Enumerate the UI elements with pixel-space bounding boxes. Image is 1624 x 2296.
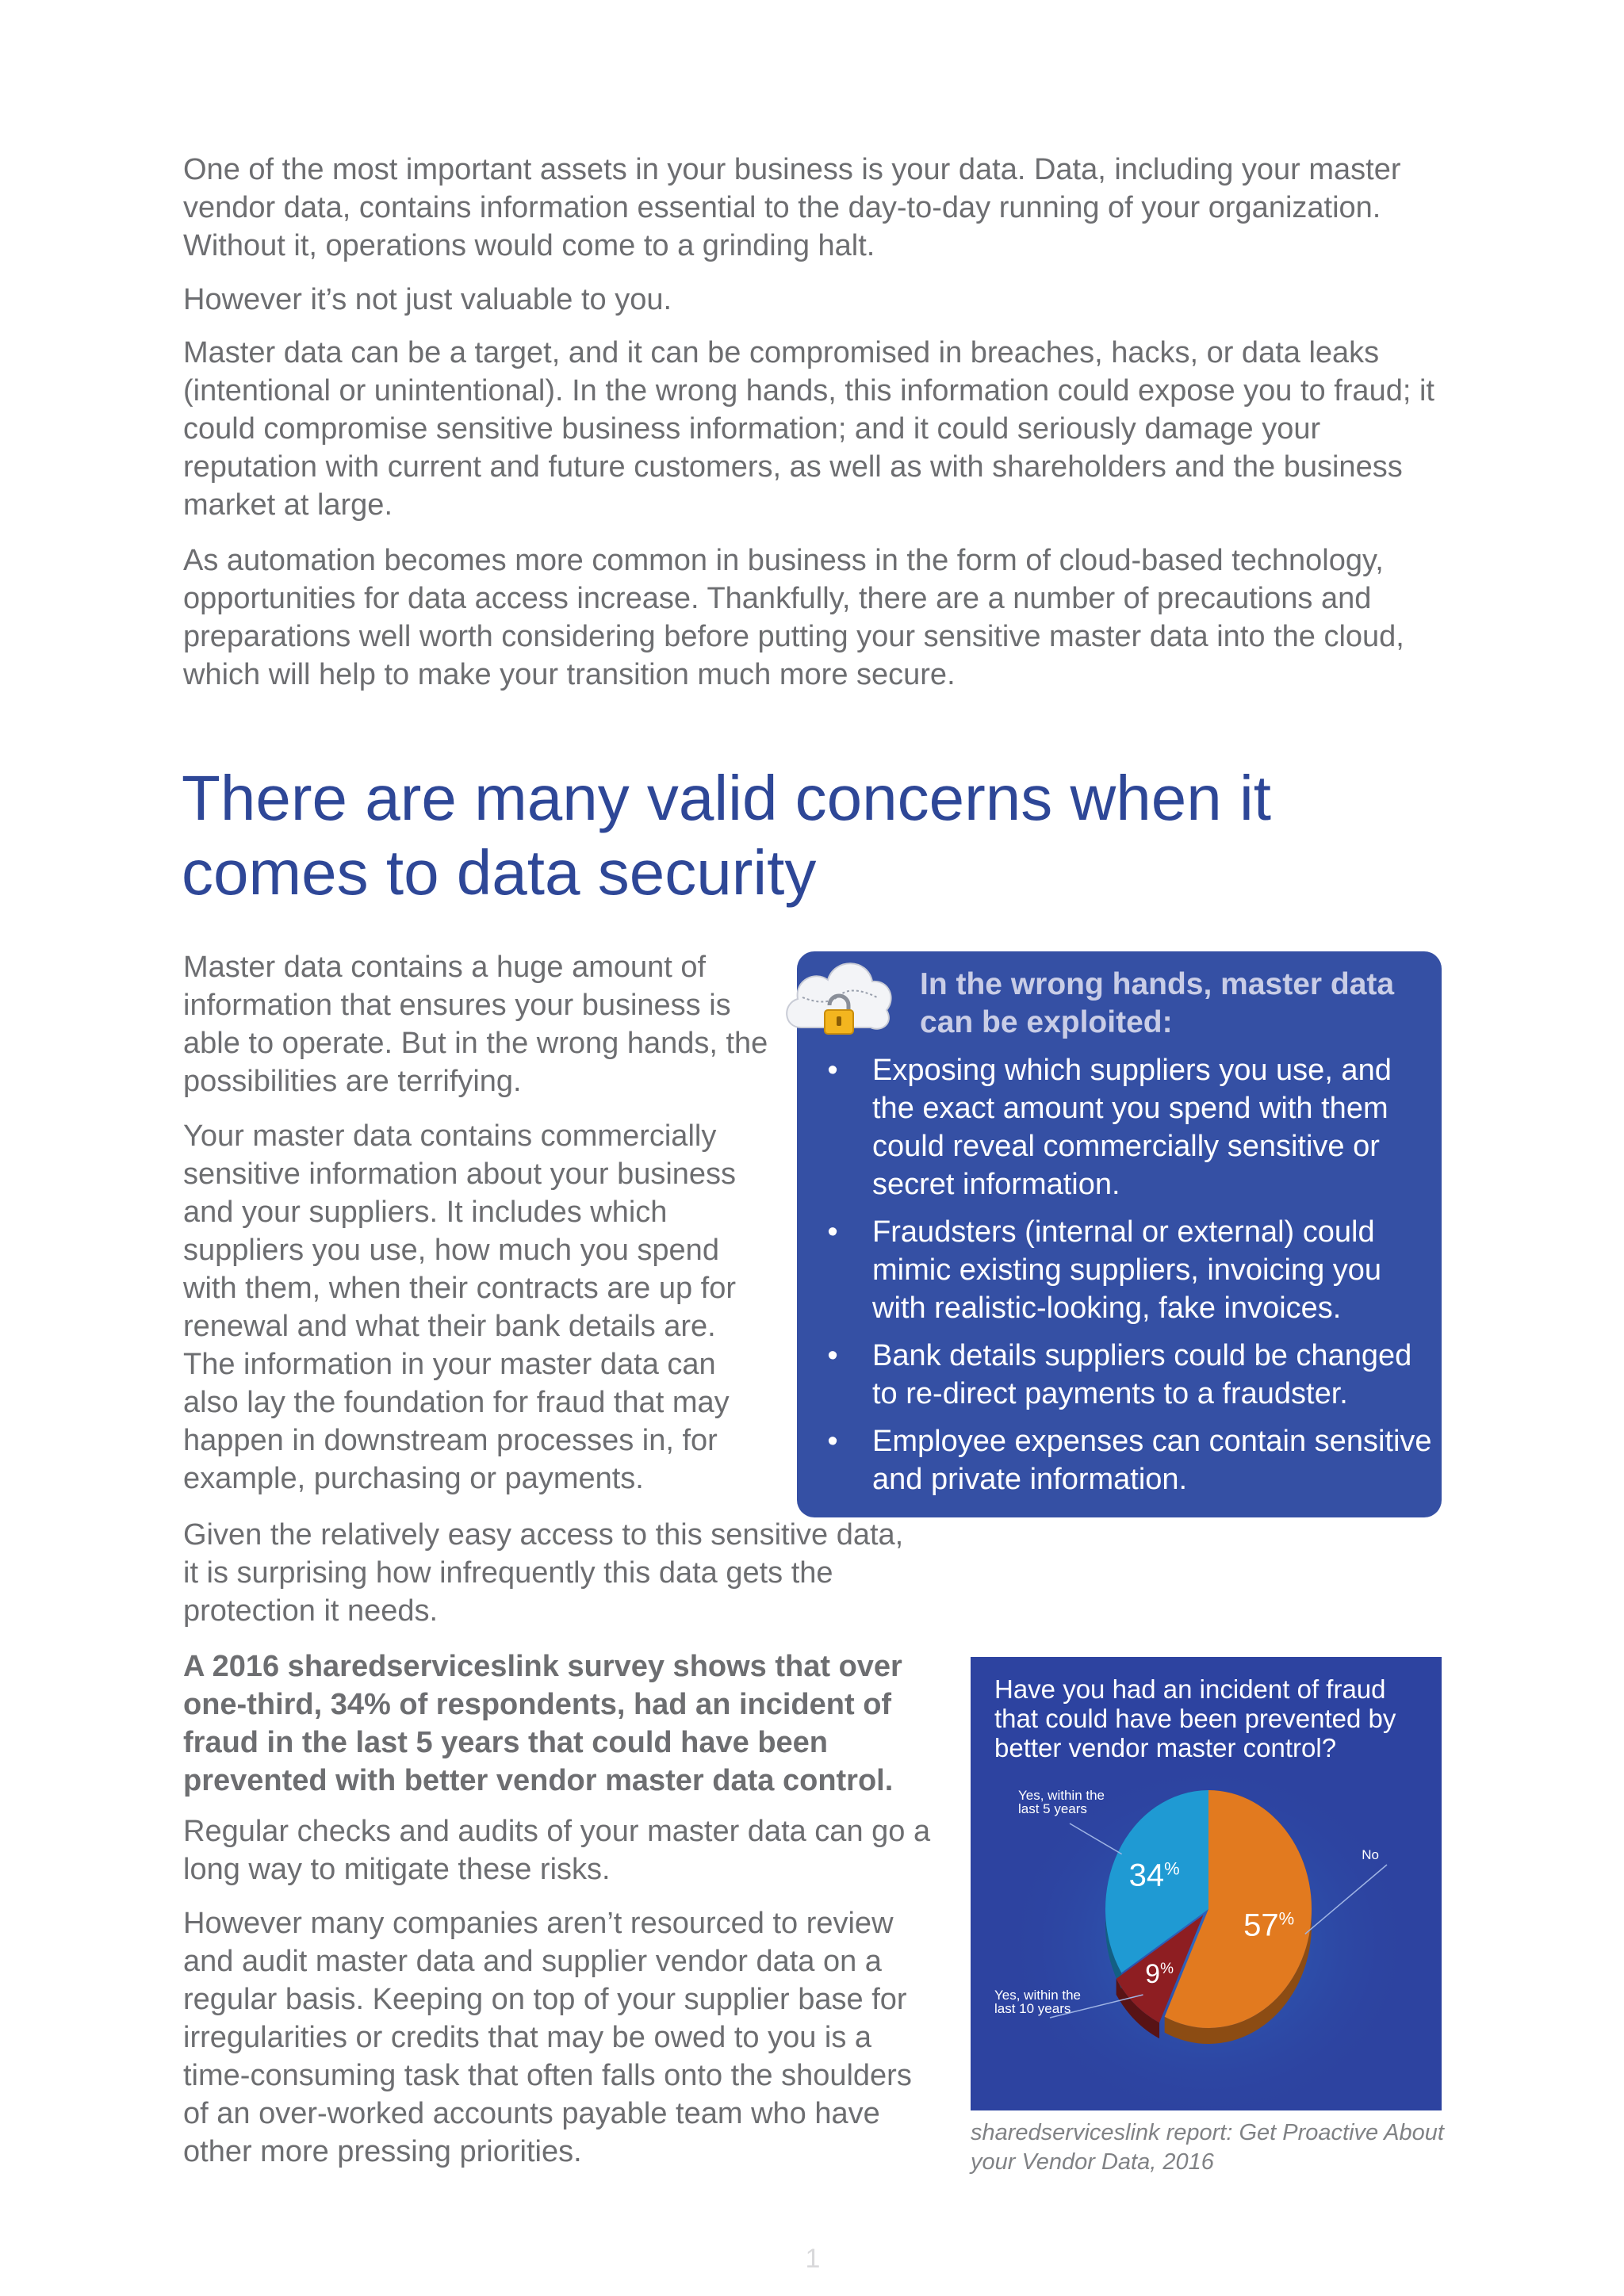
body-paragraph: Given the relatively easy access to this sensitive data, it is surprising how infrequently this data gets the protection it needs. [183,1518,904,1628]
pie-chart-panel [971,1657,1442,2110]
bullet-icon: • [827,1339,838,1372]
callout-title: In the wrong hands, master data can be exploited: [920,967,1395,1039]
page-number: 1 [805,2244,821,2274]
callout-list [825,1051,1435,1508]
body-paragraph: Your master data contains commercially sensitive information about your business and your suppliers. It includes which suppliers you use, how much you spend with them, when their contracts are up for renewal and what their bank details are. The information in your master data can also lay the foundation for fraud that may happen in downstream processes in, for example, purchasing or payments. [183,1119,737,1495]
bullet-icon: • [827,1425,838,1458]
survey-highlight: A 2016 sharedserviceslink survey shows that over one-third, 34% of respondents, had an incident of fraud in the last 5 years that could have been prevented with better vendor master data control. [183,1650,902,1797]
intro-paragraph: However it’s not just valuable to you. [183,283,672,316]
list-item-text: Exposing which suppliers you use, and the exact amount you spend with them could reveal commercially sensitive or secret information. [872,1054,1392,1201]
bullet-icon: • [827,1054,838,1087]
category-label-no: No [1362,1847,1379,1862]
intro-paragraph: As automation becomes more common in business in the form of cloud-based technology, opportunities for data access increase. Thankfully, there are a number of precautions and preparations well worth considering before putting your sensitive master data into the cloud, which will help to make your transition much more secure. [183,544,1404,691]
section-heading: There are many valid concerns when it comes to data security [182,763,1271,908]
cloud-lock-icon [779,948,898,1042]
intro-paragraph: Master data can be a target, and it can be compromised in breaches, hacks, or data leaks (intentional or unintentional). In the wrong hands, this information could expose you to fraud; it could compromise sensitive business information; and it could seriously damage your reputation with current and future customers, as well as with shareholders and the business market at large. [183,336,1434,522]
list-item-text: Employee expenses can contain sensitive and private information. [872,1425,1432,1496]
body-paragraph: Regular checks and audits of your master data can go a long way to mitigate these risks. [183,1815,931,1886]
list-item [825,1422,1435,1498]
bullet-icon: • [827,1215,838,1249]
list-item [825,1213,1435,1327]
intro-paragraph: One of the most important assets in your business is your data. Data, including your master vendor data, contains information essential to the day-to-day running of your organization. Without it, operations would come to a grinding halt. [183,153,1401,262]
category-label-yes-within-the-last-5-years: Yes, within the last 5 years [1018,1788,1105,1816]
body-paragraph: Master data contains a huge amount of information that ensures your business is able to operate. But in the wrong hands, the possibilities are terrifying. [183,951,768,1098]
data-label-no: 57% [1243,1908,1295,1943]
category-label-yes-within-the-last-10-years: Yes, within the last 10 years [994,1988,1081,2016]
data-label-yes-within-the-last-10-years: 9% [1145,1958,1174,1989]
list-item-text: Fraudsters (internal or external) could mimic existing suppliers, invoicing you with realistic-looking, fake invoices. [872,1215,1382,1325]
list-item [825,1051,1435,1203]
data-label-yes-within-the-last-5-years: 34% [1128,1858,1180,1893]
chart-title: Have you had an incident of fraud that could have been prevented by better vendor master control? [994,1674,1396,1762]
figure-caption: sharedserviceslink report: Get Proactive About your Vendor Data, 2016 [971,2120,1444,2175]
body-paragraph: However many companies aren’t resourced to review and audit master data and supplier vendor data on a regular basis. Keeping on top of your supplier base for irregularities or credits that may be owed to you is a time-consuming task that often falls onto the shoulders of an over-worked accounts payable team who have other more pressing priorities. [183,1907,912,2168]
callout-box [797,951,1442,1517]
list-item-text: Bank details suppliers could be changed to re-direct payments to a fraudster. [872,1339,1412,1410]
list-item [825,1337,1435,1413]
